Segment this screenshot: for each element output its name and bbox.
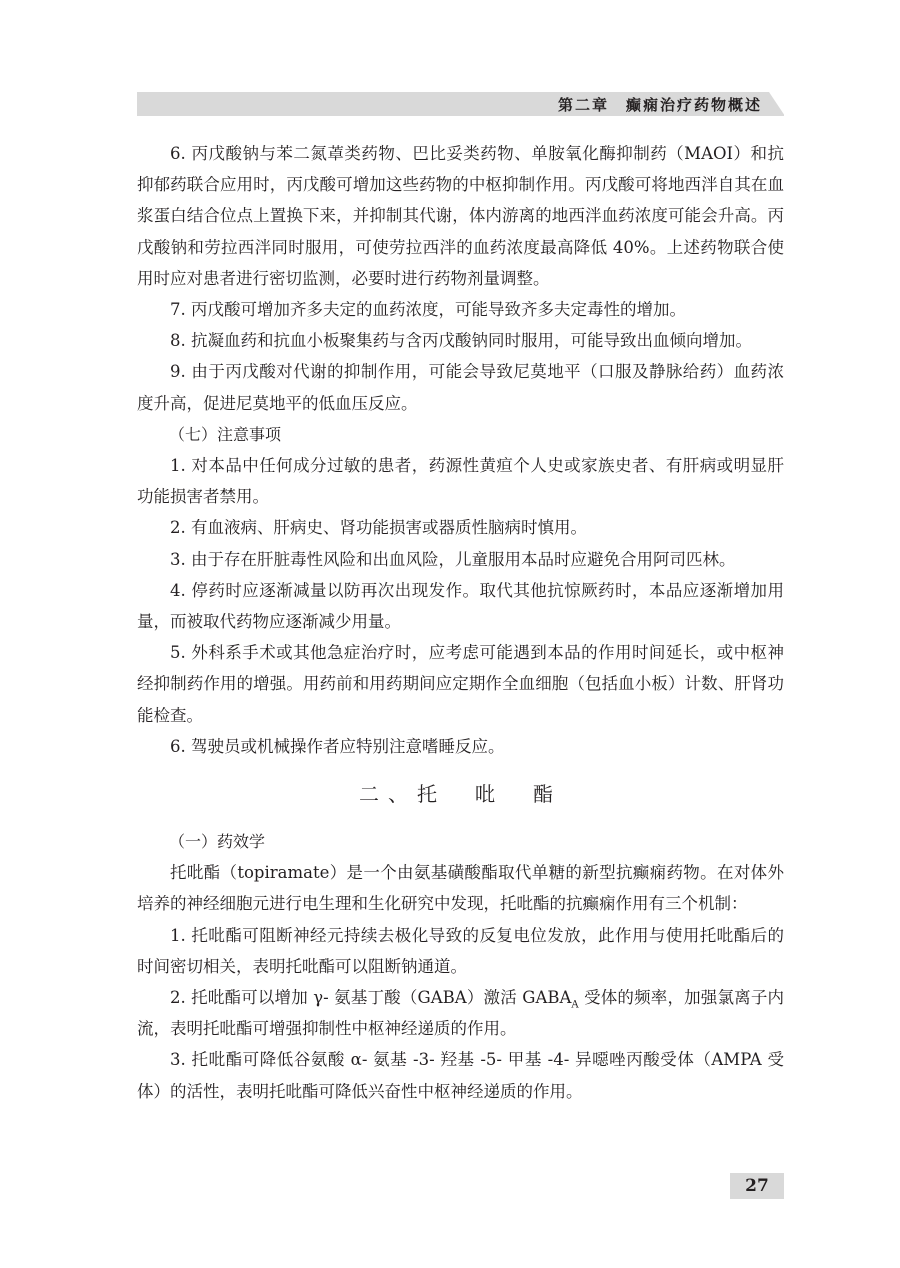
page-number: 27 — [730, 1173, 784, 1199]
mechanism-2-text-a: 2. 托吡酯可以增加 γ- 氨基丁酸（GABA）激活 GABA — [170, 988, 572, 1008]
precaution-item: 5. 外科系手术或其他急症治疗时，应考虑可能遇到本品的作用时间延长，或中枢神经抑制药作用的增强。用药前和用药期间应定期作全血细胞（包括血小板）计数、肝肾功能检查。 — [137, 643, 784, 725]
precaution-item: 6. 驾驶员或机械操作者应特别注意嗜睡反应。 — [170, 736, 505, 756]
mechanism-2-text-b: 受体的频率，加强氯离子内流，表明托吡酯可增强抑制性中枢神经递质的作用。 — [137, 988, 784, 1039]
topiramate-intro: 托吡酯（topiramate）是一个由氨基磺酸酯取代单糖的新型抗癫痫药物。在对体外培养的神经细胞元进行电生理和生化研究中发现，托吡酯的抗癫痫作用有三个机制： — [137, 863, 784, 914]
precaution-item: 2. 有血液病、肝病史、肾功能损害或器质性脑病时慎用。 — [170, 518, 587, 538]
mechanism-item-2 — [137, 982, 784, 1044]
paragraph-item-6: 6. 丙戊酸钠与苯二氮䓬类药物、巴比妥类药物、单胺氧化酶抑制药（MAOI）和抗抑郁药联合应用时，丙戊酸可增加这些药物的中枢抑制作用。丙戊酸可将地西泮自其在血浆蛋白结合位点上置换下来，并抑制其代谢，体内游离的地西泮血药浓度可能会升高。丙戊酸钠和劳拉西泮同时服用，可使劳拉西泮的血药浓度最高降低 40%。上述药物联合使用时应对患者进行密切监测，必要时进行药物剂量调整。 — [137, 144, 784, 288]
chapter-title: 第二章 癫痫治疗药物概述 — [557, 96, 762, 114]
precaution-item: 4. 停药时应逐渐减量以防再次出现发作。取代其他抗惊厥药时，本品应逐渐增加用量，而被取代药物应逐渐减少用量。 — [137, 580, 784, 632]
pharmacodynamics-heading: （一）药效学 — [169, 832, 266, 852]
precaution-item: 1. 对本品中任何成分过敏的患者，药源性黄疸个人史或家族史者、有肝病或明显肝功能损害者禁用。 — [137, 456, 784, 507]
mechanism-item-3: 3. 托吡酯可降低谷氨酸 α- 氨基 -3- 羟基 -5- 甲基 -4- 异噁唑丙酸受体（AMPA 受体）的活性，表明托吡酯可降低兴奋性中枢神经递质的作用。 — [137, 1050, 784, 1101]
header-corner-decoration — [769, 92, 785, 116]
mechanism-item-1: 1. 托吡酯可阻断神经元持续去极化导致的反复电位发放，此作用与使用托吡酯后的时间密切相关，表明托吡酯可以阻断钠通道。 — [137, 925, 784, 976]
paragraph-item-9: 9. 由于丙戊酸对代谢的抑制作用，可能会导致尼莫地平（口服及静脉给药）血药浓度升高，促进尼莫地平的低血压反应。 — [137, 362, 784, 413]
section-title: 二、托 吡 酯 — [359, 782, 562, 807]
page-body — [137, 138, 784, 1107]
running-header — [137, 92, 784, 116]
paragraph-item-7: 7. 丙戊酸可增加齐多夫定的血药浓度，可能导致齐多夫定毒性的增加。 — [170, 300, 686, 320]
precaution-item: 3. 由于存在肝脏毒性风险和出血风险，儿童服用本品时应避免合用阿司匹林。 — [170, 549, 736, 569]
paragraph-item-8: 8. 抗凝血药和抗血小板聚集药与含丙戊酸钠同时服用，可能导致出血倾向增加。 — [170, 331, 752, 351]
precautions-heading: （七）注意事项 — [169, 424, 282, 444]
gaba-subscript: A — [571, 999, 579, 1011]
